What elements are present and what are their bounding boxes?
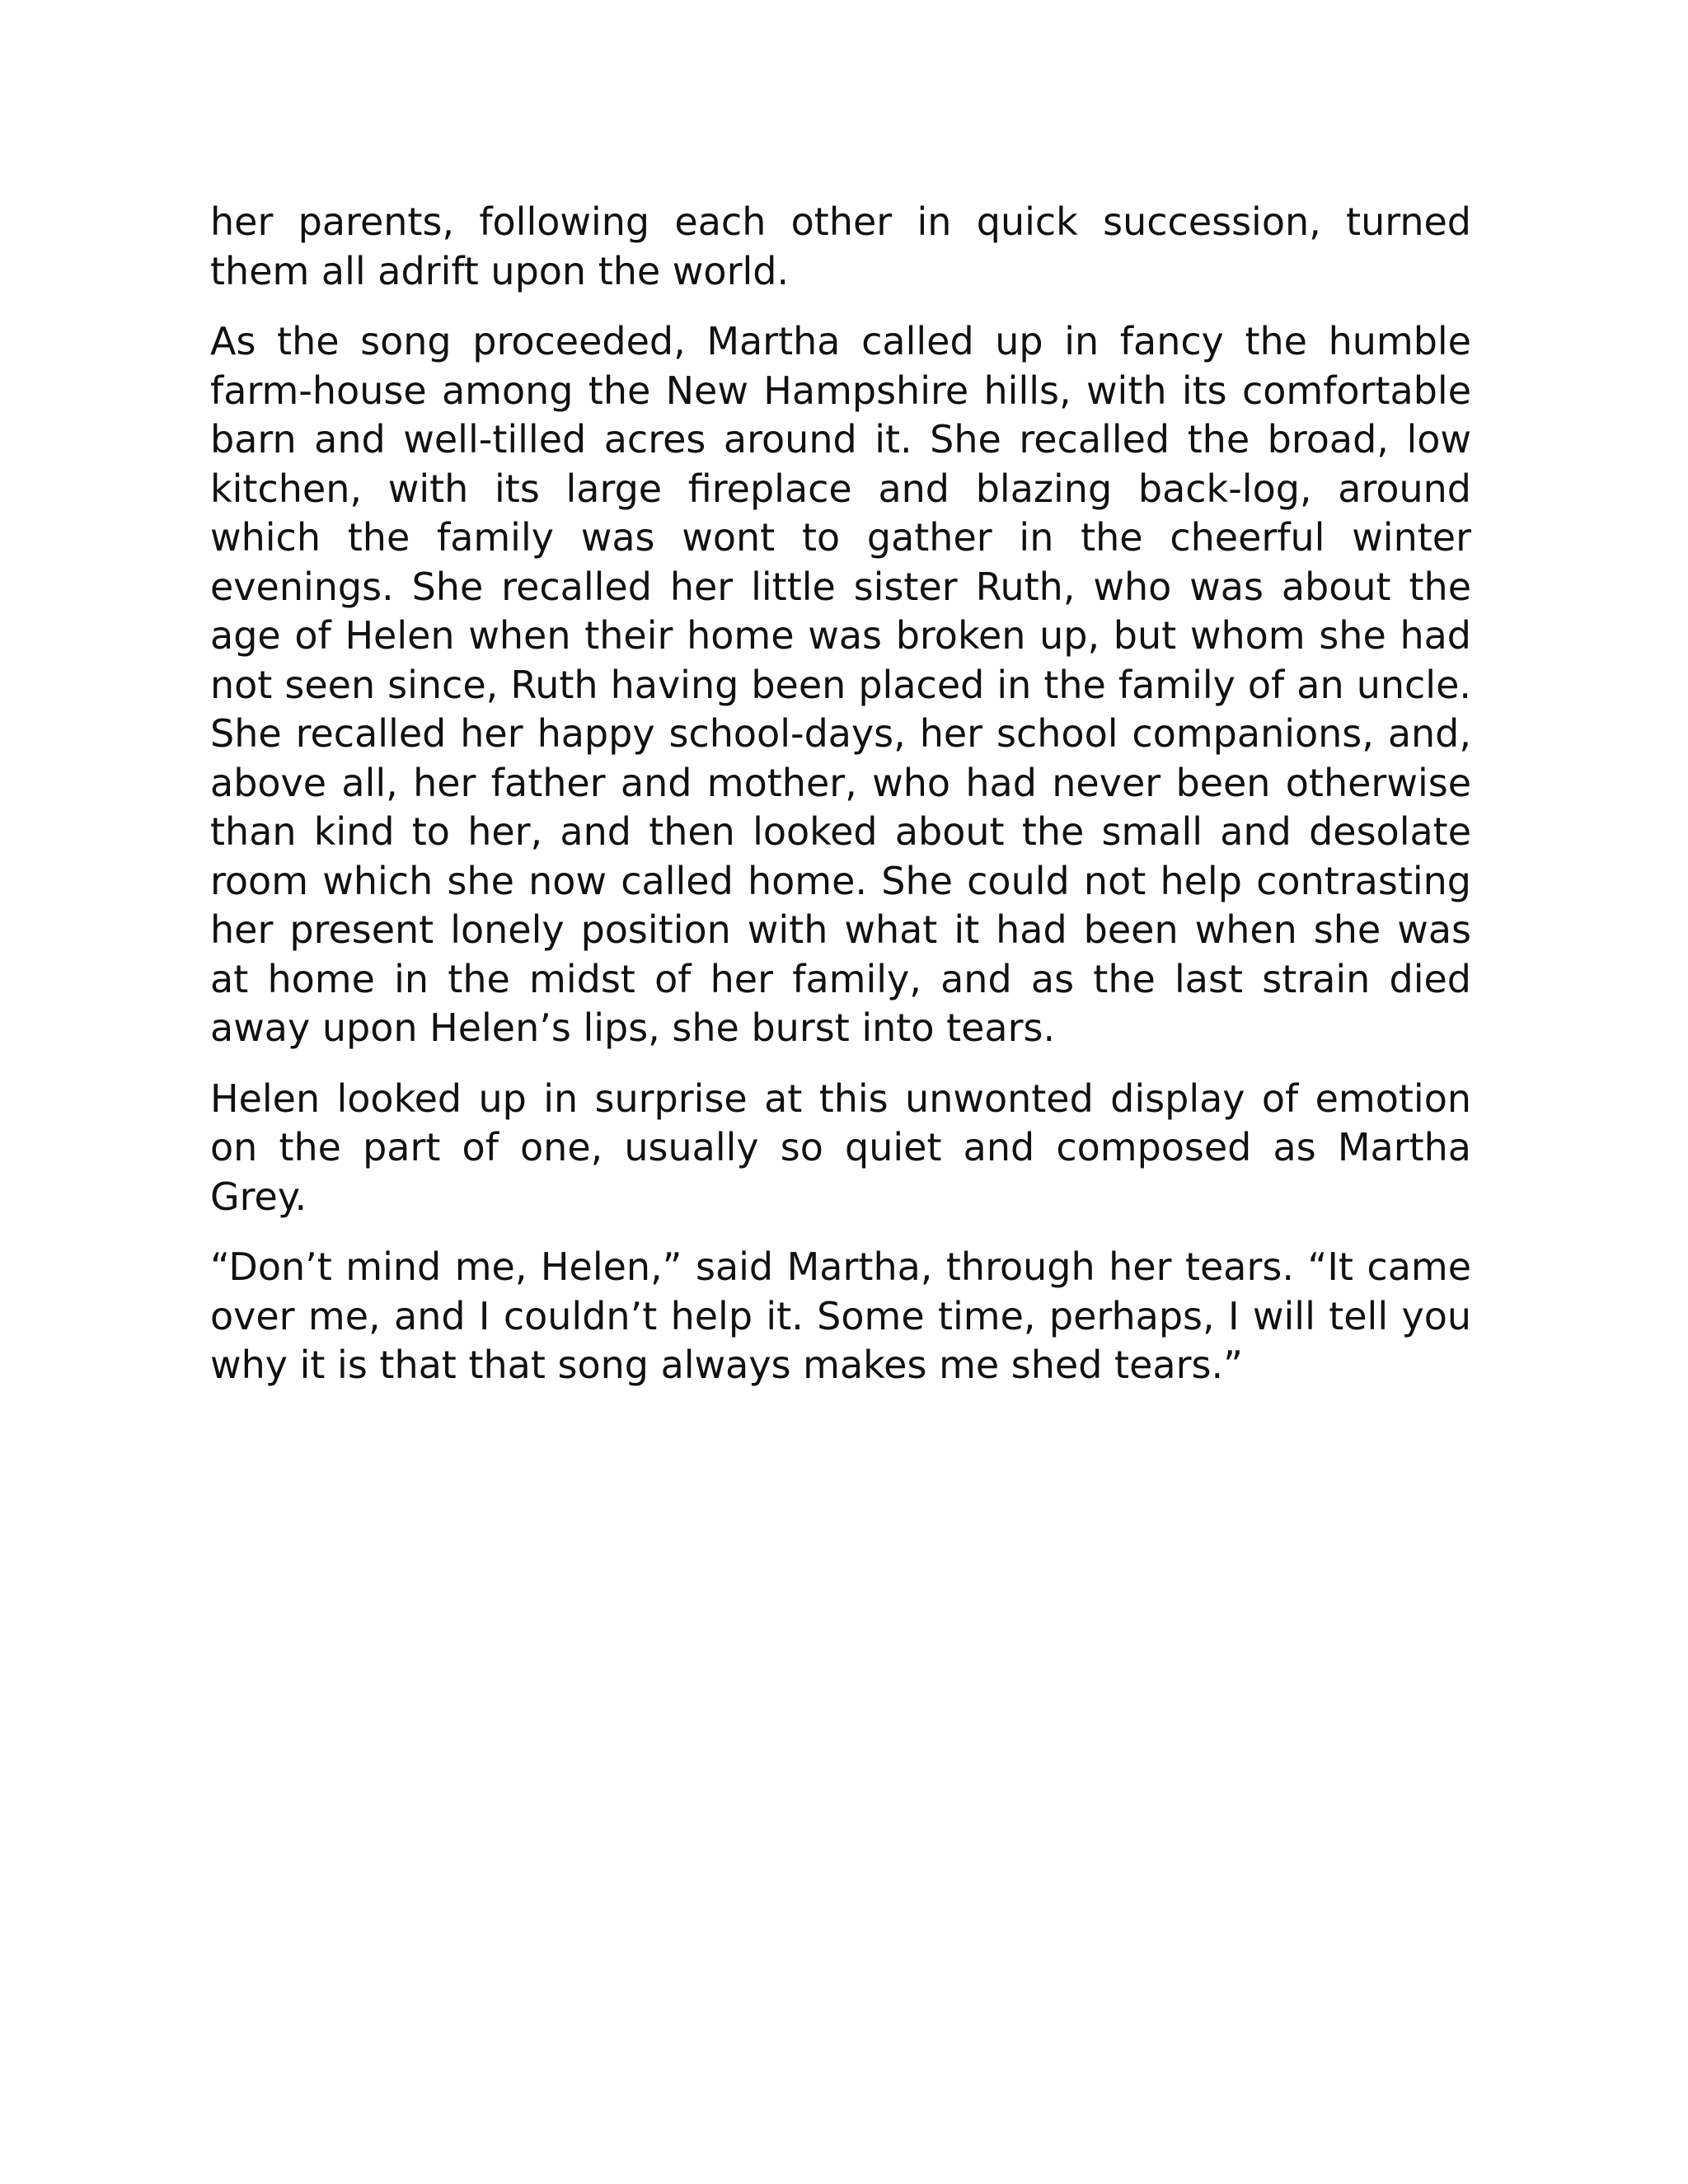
paragraph-1: her parents, following each other in quick succession, turned them all adrift upon the world. [210,199,1471,293]
paragraph-3: Helen looked up in surprise at this unwonted display of emotion on the part of one, usually so quiet and composed as Martha Grey. [210,1076,1471,1219]
paragraph-4: “Don’t mind me, Helen,” said Martha, through her tears. “It came over me, and I couldn’t help it. Some time, perhaps, I will tell you why it is that that song always makes me shed tears.” [210,1244,1471,1387]
paragraph-2: As the song proceeded, Martha called up in fancy the humble farm-house among the New Hampshire hills, with its comfortable barn and well-tilled acres around it. She recalled the broad, low kitchen, with its large fireplace and blazing back-log, around which the family was wont to gather in the cheerful winter evenings. She recalled her little sister Ruth, who was about the age of Helen when their home was broken up, but whom she had not seen since, Ruth having been placed in the family of an uncle. She recalled her happy school-days, her school companions, and, above all, her father and mother, who had never been otherwise than kind to her, and then looked about the small and desolate room which she now called home. She could not help contrasting her present lonely position with what it had been when she was at home in the midst of her family, and as the last strain died away upon Helen’s lips, she burst into tears. [210,319,1471,1050]
body-text [210,198,1471,1412]
